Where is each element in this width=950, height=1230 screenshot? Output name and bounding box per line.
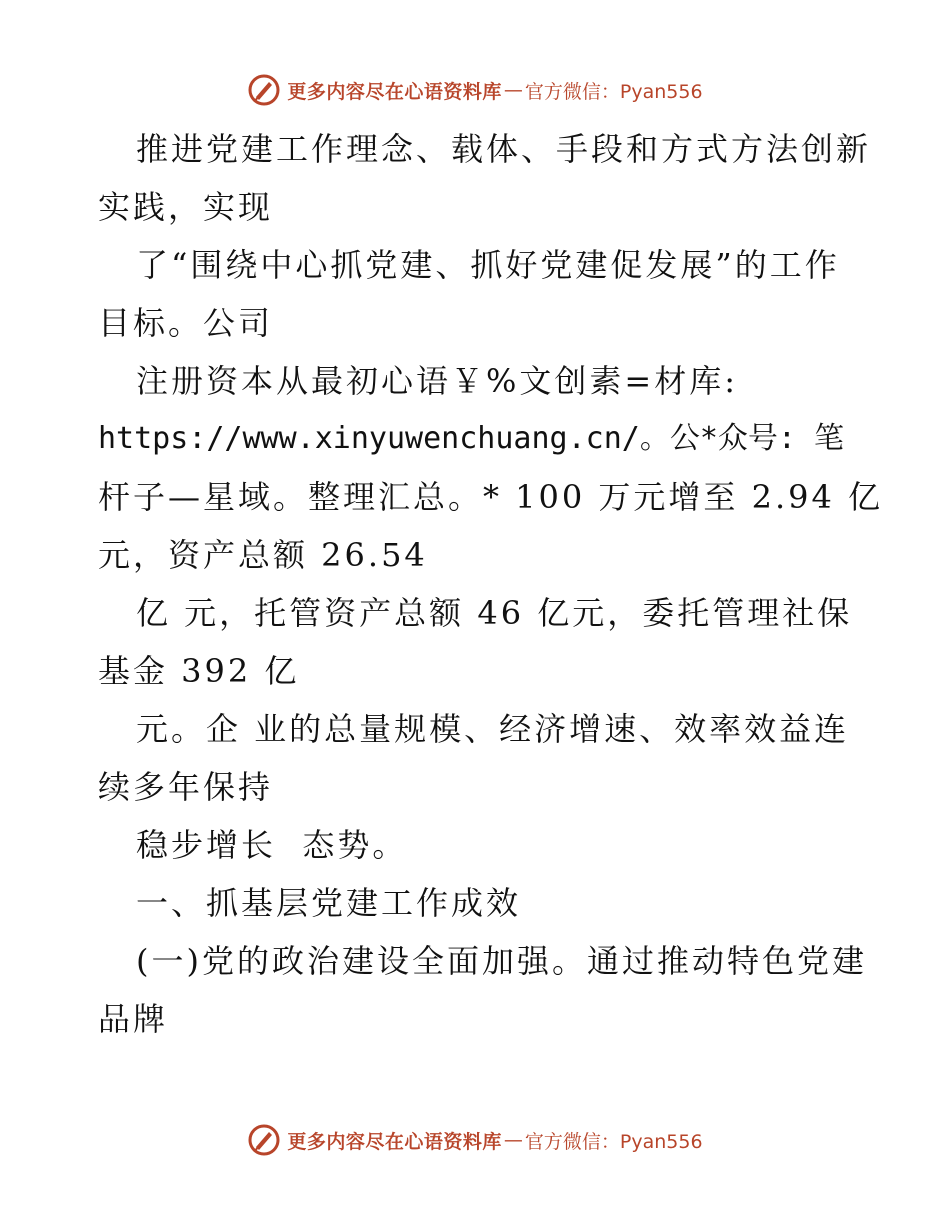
text-line: 稳步增长 态势。	[136, 826, 408, 864]
text-line: 品牌	[98, 1000, 169, 1038]
header-brand-text: 更多内容尽在心语资料库	[287, 80, 502, 103]
document-body	[98, 120, 884, 1048]
header-wechat-text: 官方微信：Pyan556	[524, 80, 703, 103]
quill-logo-icon	[247, 73, 281, 107]
text-line: 注册资本从最初心语￥%文创素=材库:	[136, 362, 739, 400]
text-line: 基金 392 亿	[98, 652, 300, 690]
text-line: 实践，实现	[98, 188, 274, 226]
header-banner	[0, 70, 950, 110]
text-line: https://www.xinyuwenchuang.cn/。公*众号: 笔	[98, 421, 845, 456]
quill-logo-icon	[247, 1123, 281, 1157]
text-line: (一)党的政治建设全面加强。通过推动特色党建	[136, 942, 867, 980]
text-line: 元，资产总额 26.54	[98, 536, 428, 574]
text-line: 续多年保持	[98, 768, 274, 806]
footer-wechat-text: 官方微信：Pyan556	[524, 1130, 703, 1153]
text-line: 推进党建工作理念、载体、手段和方式方法创新	[136, 130, 872, 168]
text-line: 杆子—星域。整理汇总。* 100 万元增至 2.94 亿	[98, 478, 884, 516]
text-line: 亿 元，托管资产总额 46 亿元，委托管理社保	[136, 594, 853, 632]
text-line: 目标。公司	[98, 304, 274, 342]
footer-banner	[0, 1120, 950, 1160]
text-line: 元。企 业的总量规模、经济增速、效率效益连	[136, 710, 850, 748]
header-separator: —	[503, 79, 523, 101]
footer-brand-text: 更多内容尽在心语资料库	[287, 1130, 502, 1153]
text-line: 一、抓基层党建工作成效	[136, 884, 522, 922]
footer-separator: —	[503, 1129, 523, 1151]
text-line: 了“围绕中心抓党建、抓好党建促发展”的工作	[136, 246, 840, 284]
